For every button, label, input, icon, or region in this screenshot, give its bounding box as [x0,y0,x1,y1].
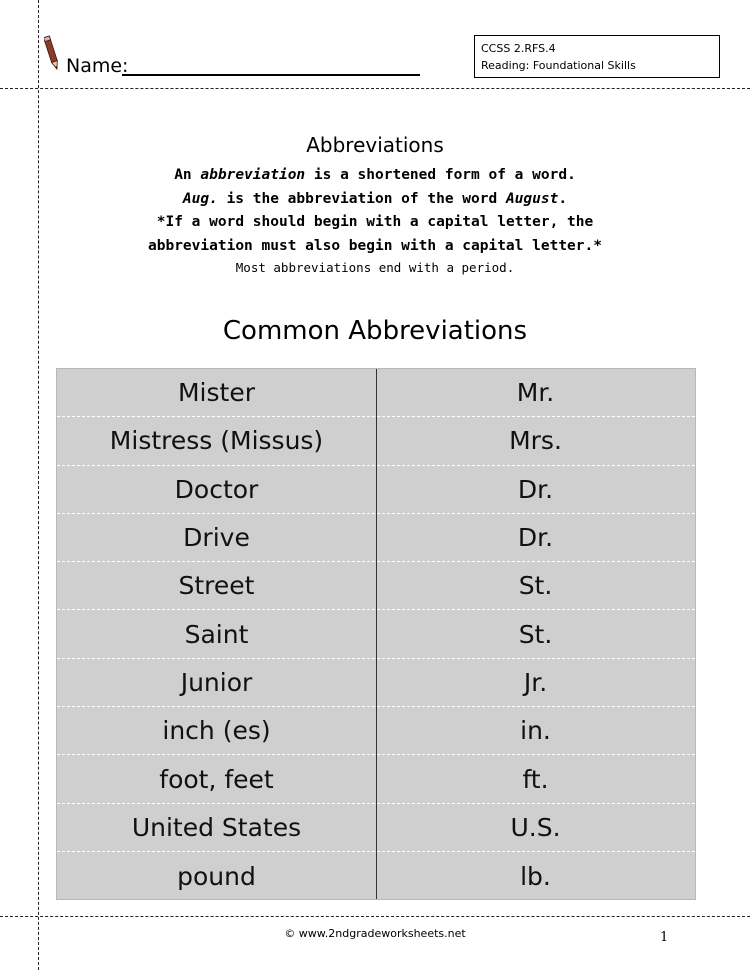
word-cell: pound [177,861,256,891]
table-row [57,755,695,803]
abbreviation-cell: St. [518,571,553,601]
table-row [57,659,695,707]
word-cell: United States [131,812,302,842]
abbreviation-cell: Dr. [517,474,554,504]
table-row [57,369,695,417]
intro-line-3: *If a word should begin with a capital letter, the [156,214,594,230]
intro-text [0,164,750,278]
abbreviation-cell: ft. [522,764,549,794]
intro-line-1-start: An [174,167,201,183]
intro-example-word: August [505,190,559,207]
word-cell: inch (es) [162,716,271,746]
abbreviation-cell: Mrs. [509,426,562,456]
intro-line-2-middle: is the abbreviation of the word [217,190,506,207]
intro-line-5: Most abbreviations end with a period. [235,260,515,275]
copyright-footer: © www.2ndgradeworksheets.net [284,927,466,940]
intro-term-abbreviation: abbreviation [200,167,306,183]
footer-guide-line [0,916,750,917]
table-row [57,852,695,900]
pencil-icon [44,34,60,74]
word-cell: Mistress (Missus) [109,426,324,456]
intro-line-2 [0,188,750,212]
word-cell: Doctor [174,474,259,504]
word-cell: Junior [180,667,253,697]
table-row [57,514,695,562]
name-label: Name: [66,55,129,77]
word-cell: Saint [184,619,249,649]
abbreviation-cell: U.S. [510,812,561,842]
intro-example-abbr: Aug. [182,190,218,207]
word-cell: foot, feet [159,764,274,794]
header-guide-line [0,88,750,89]
abbreviation-cell: lb. [520,861,551,891]
table-row [57,466,695,514]
name-write-line [122,74,420,76]
word-cell: Street [178,571,255,601]
table-row [57,804,695,852]
abbreviation-cell: Mr. [516,378,555,408]
standard-box [474,35,720,78]
page-number: 1 [660,930,669,945]
abbreviation-cell: St. [518,619,553,649]
table-row [57,562,695,610]
intro-line-4: abbreviation must also begin with a capital letter.* [148,237,602,254]
table-title: Common Abbreviations [222,316,528,346]
abbreviation-cell: Jr. [523,667,548,697]
table-row [57,611,695,659]
word-cell: Mister [177,378,255,408]
page-title: Abbreviations [306,133,444,157]
intro-line-1 [0,164,750,188]
table-row [57,707,695,755]
intro-line-1-end: is a shortened form of a word. [305,167,576,183]
word-cell: Drive [183,523,250,553]
abbreviation-cell: Dr. [517,523,554,553]
standard-title: Reading: Foundational Skills [481,59,636,72]
abbreviation-cell: in. [520,716,551,746]
standard-code: CCSS 2.RFS.4 [481,42,556,55]
table-row [57,417,695,465]
intro-line-2-end: . [558,190,568,207]
abbreviations-table [56,368,696,900]
